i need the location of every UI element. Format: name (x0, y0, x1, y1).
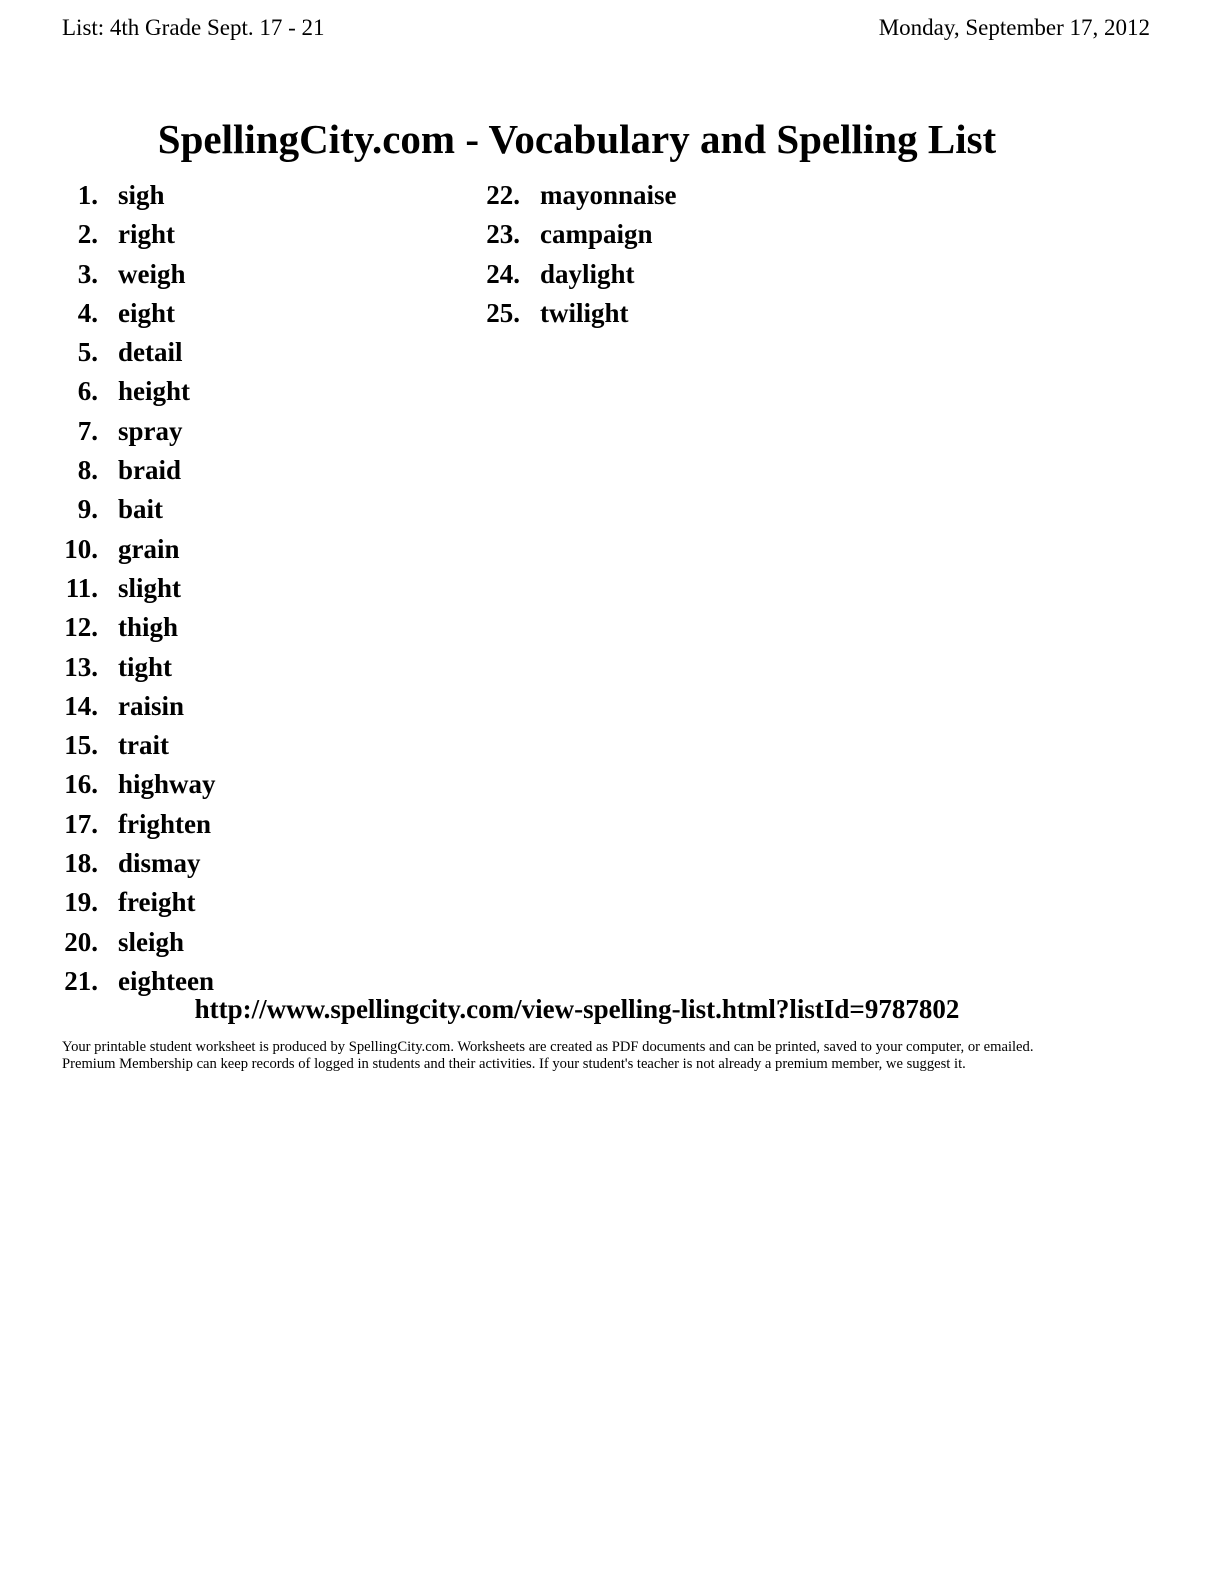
spelling-word: sleigh (118, 926, 185, 957)
word-number: 21. (64, 965, 98, 996)
list-item (40, 215, 216, 254)
spelling-word: braid (118, 455, 182, 486)
spelling-word: thigh (118, 612, 179, 643)
list-item (462, 215, 677, 254)
spelling-word: weigh (118, 258, 186, 289)
word-number: 1. (77, 180, 98, 210)
spelling-word: height (118, 376, 191, 407)
spelling-word: eight (118, 297, 175, 328)
spelling-word: tight (118, 651, 172, 682)
list-item (40, 372, 216, 411)
word-number: 9. (77, 494, 98, 525)
list-item (40, 844, 216, 883)
list-url[interactable]: http://www.spellingcity.com/view-spelling-list.html?listId=9787802 (194, 994, 960, 1024)
word-number: 25. (486, 297, 520, 328)
word-number: 5. (77, 337, 98, 368)
spelling-word: detail (118, 337, 183, 368)
word-number: 3. (77, 258, 98, 289)
spelling-word: slight (118, 572, 182, 603)
word-number: 13. (64, 651, 98, 682)
word-number: 10. (64, 533, 98, 564)
spelling-word: eighteen (118, 965, 214, 996)
list-item (40, 530, 216, 569)
list-item (462, 176, 677, 215)
word-number: 15. (64, 730, 98, 761)
word-list-column-1 (40, 176, 216, 1001)
spelling-word: dismay (118, 848, 201, 879)
list-item (40, 805, 216, 844)
word-number: 7. (77, 415, 98, 446)
word-number: 20. (64, 926, 98, 957)
list-item (40, 451, 216, 490)
list-date: Monday, September 17, 2012 (878, 15, 1150, 40)
footer-line-1: Your printable student worksheet is produced by SpellingCity.com. Worksheets are created as PDF documents and can be printed, saved to your computer, or emailed. (62, 1039, 1034, 1055)
list-item (40, 412, 216, 451)
list-item (40, 648, 216, 687)
list-item (40, 333, 216, 372)
spelling-word: raisin (118, 690, 185, 721)
footer-line-2: Premium Membership can keep records of logged in students and their activities. If your student's teacher is not already a premium member, we suggest it. (62, 1056, 966, 1073)
word-list-column-2 (462, 176, 677, 333)
list-item (40, 687, 216, 726)
word-number: 2. (77, 219, 98, 250)
spelling-word: grain (118, 533, 180, 564)
word-number: 14. (64, 690, 98, 721)
word-number: 23. (486, 219, 520, 250)
list-item (40, 255, 216, 294)
spelling-word: freight (118, 887, 196, 918)
list-name: List: 4th Grade Sept. 17 - 21 (62, 15, 325, 40)
list-item (40, 490, 216, 529)
spelling-word: bait (118, 494, 164, 525)
word-number: 8. (77, 455, 98, 486)
word-number: 11. (65, 572, 98, 603)
spelling-word: spray (118, 415, 183, 446)
spelling-word: mayonnaise (540, 180, 677, 210)
spelling-word: daylight (540, 258, 635, 289)
spelling-word: highway (118, 769, 216, 800)
word-number: 4. (77, 297, 98, 328)
word-number: 6. (77, 376, 98, 407)
word-number: 22. (486, 180, 520, 210)
page-title: SpellingCity.com - Vocabulary and Spelling List (157, 116, 997, 162)
word-number: 18. (64, 848, 98, 879)
list-item (40, 569, 216, 608)
list-item (40, 765, 216, 804)
spelling-word: frighten (118, 808, 211, 839)
word-number: 16. (64, 769, 98, 800)
list-item (40, 608, 216, 647)
list-item (462, 294, 677, 333)
list-item (40, 176, 216, 215)
spelling-word: campaign (540, 219, 653, 250)
word-number: 12. (64, 612, 98, 643)
spelling-word: twilight (540, 297, 629, 328)
list-item (40, 294, 216, 333)
list-item (40, 726, 216, 765)
list-item (40, 923, 216, 962)
spelling-word: trait (118, 730, 169, 761)
word-number: 24. (486, 258, 520, 289)
spelling-word: sigh (118, 180, 165, 210)
word-number: 17. (64, 808, 98, 839)
list-item (462, 255, 677, 294)
word-number: 19. (64, 887, 98, 918)
list-item (40, 883, 216, 922)
spelling-word: right (118, 219, 175, 250)
footer-note (62, 1039, 1162, 1074)
